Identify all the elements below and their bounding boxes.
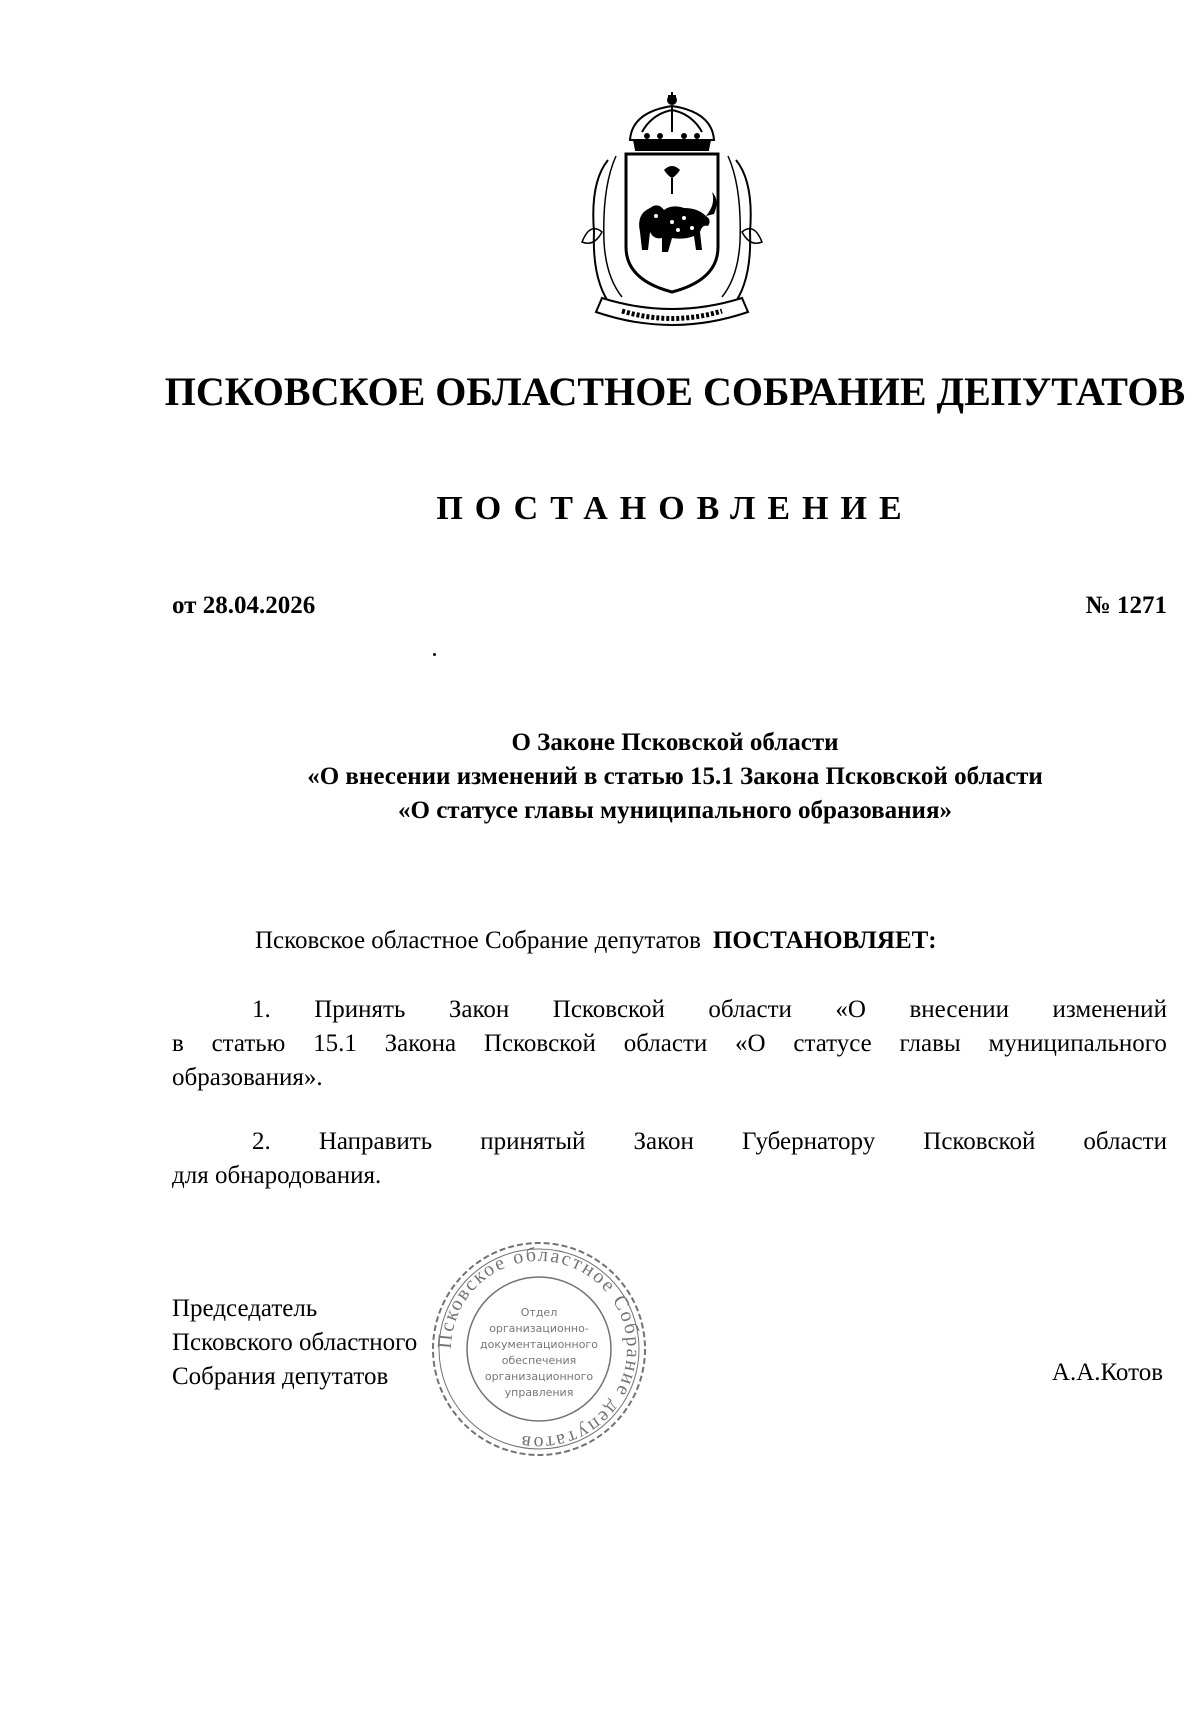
paragraph-2-line-2: для обнародования. <box>172 1162 382 1189</box>
word: Закон <box>448 996 510 1023</box>
word: принятый <box>480 1128 586 1155</box>
word: 1. <box>252 996 271 1023</box>
word: области <box>708 996 792 1023</box>
signatory-title-line-1: Председатель <box>172 1295 318 1322</box>
paragraph-2-line-1 <box>172 1125 1167 1159</box>
paragraph-1-line-2 <box>172 1027 1167 1061</box>
word: Закон <box>633 1128 694 1155</box>
word: внесении <box>909 996 1010 1023</box>
word: Губернатору <box>741 1128 876 1155</box>
word: Псковской <box>483 1030 596 1057</box>
stamp-center-line-4: обеспечения <box>501 1354 577 1367</box>
stamp-center-line-6: управления <box>504 1386 574 1399</box>
word: 15.1 <box>313 1030 357 1057</box>
subject-line-2: «О внесении изменений в статью 15.1 Закона Псковской области <box>307 763 1043 790</box>
word: изменений <box>1052 996 1167 1023</box>
subject-line-3: «О статусе главы муниципального образования» <box>398 797 952 824</box>
official-stamp <box>428 1238 650 1460</box>
paragraph-1-line-1 <box>172 993 1167 1027</box>
decree-lead-text: Псковское областное Собрание депутатов <box>255 927 701 954</box>
word: статью <box>211 1030 286 1057</box>
coat-of-arms-emblem <box>572 92 772 342</box>
document-type-heading: ПОСТАНОВЛЕНИЕ <box>436 490 914 527</box>
word: главы <box>899 1030 961 1057</box>
stamp-center-line-5: организационного <box>484 1370 594 1383</box>
word: Закона <box>384 1030 457 1057</box>
paragraph-1-line-3: образования». <box>172 1064 323 1091</box>
stamp-ring-text: Псковское областное Собрание депутатов <box>433 1243 645 1455</box>
organization-title: ПСКОВСКОЕ ОБЛАСТНОЕ СОБРАНИЕ ДЕПУТАТОВ <box>164 369 1186 414</box>
stamp-center-line-3: документационного <box>480 1338 598 1351</box>
paragraph-2 <box>172 1125 1167 1193</box>
subject-line-1: О Законе Псковской области <box>511 729 839 756</box>
word: «О <box>735 1030 766 1057</box>
decree-verb: ПОСТАНОВЛЯЕТ: <box>712 927 937 954</box>
word: Псковской <box>552 996 665 1023</box>
signature-block <box>172 1292 417 1394</box>
document-subject <box>150 726 1200 828</box>
document-number: № 1271 <box>1085 592 1167 619</box>
word: Направить <box>318 1128 433 1155</box>
word: 2. <box>252 1128 271 1155</box>
stamp-center-line-1: Отдел <box>520 1306 558 1319</box>
document-date: от 28.04.2026 <box>172 592 316 619</box>
word: в <box>172 1030 184 1057</box>
word: области <box>623 1030 708 1057</box>
scan-artifact-dot <box>433 653 436 656</box>
paragraph-1 <box>172 993 1167 1095</box>
stamp-center-line-2: организационно- <box>489 1322 589 1335</box>
word: «О <box>835 996 866 1023</box>
word: статусе <box>793 1030 872 1057</box>
word: Принять <box>314 996 406 1023</box>
decree-statement <box>255 927 937 955</box>
word: Псковской <box>923 1128 1036 1155</box>
signatory-title-line-2: Псковского областного <box>172 1329 418 1356</box>
word: области <box>1083 1128 1167 1155</box>
signatory-title-line-3: Собрания депутатов <box>172 1363 389 1390</box>
signatory-name: А.А.Котов <box>1051 1359 1163 1386</box>
word: муниципального <box>988 1030 1167 1057</box>
